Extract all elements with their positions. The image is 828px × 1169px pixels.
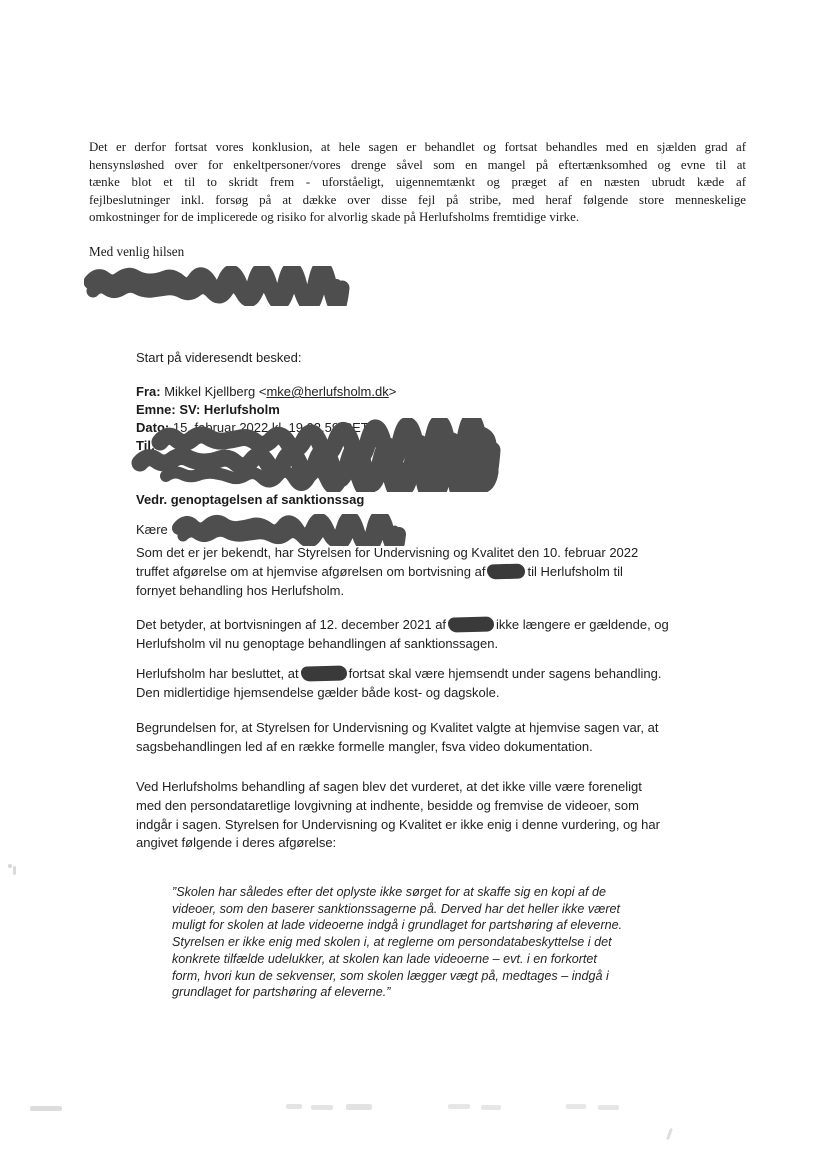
text-segment: Herlufsholm vil nu genoptage behandlingen af sanktionssagen. [136,635,499,651]
header-line: Dato: 15. februar 2022 kl. 19.02.59 CET [136,420,369,435]
text-segment: Begrundelsen for, at Styrelsen for Undervisning og Kvalitet valgte at hjemvise sagen var, at [136,720,659,735]
forwarded-intro: Start på videresendt besked: [136,350,302,365]
letter-text-line: hensynsløshed over for enkeltpersoner/vores drenge såvel som en mangel på eftertænksomhed og evne til at [89,157,746,172]
text-segment: med den persondataretlige lovgivning at indhente, besidde og fremvise de videoer, som [136,797,639,813]
text-line [136,834,660,853]
text-line [136,816,660,835]
text-segment: til Herlufsholm til [527,563,623,579]
salutation-name-redaction-scribble [171,514,419,546]
text-segment: angivet følgende i deres afgørelse: [136,835,337,851]
text-line [136,563,638,582]
text-line [136,582,638,601]
recipient-redaction-scribble [126,418,514,492]
text-segment: sagsbehandlingen led af en række formelle mangler, fsva video dokumentation. [136,738,593,754]
text-line [136,635,669,654]
text-line [136,778,660,797]
text-line [136,616,669,635]
email-paragraph [136,665,662,703]
email-paragraph [136,719,658,757]
quote-line: videoer, som den baserer sanktionssagerne på. Derved har det heller ikke været [172,901,621,916]
header-label: Til: [136,438,156,453]
text-segment: Som det er jer bekendt, har Styrelsen for Undervisning og Kvalitet den 10. februar 2022 [136,545,639,560]
email-address: mke@herlufsholm.dk [266,384,389,399]
email-subject-line: Vedr. genoptagelsen af sanktionssag [136,492,365,507]
scan-artifact [286,1104,302,1109]
text-segment: fornyet behandling hos Herlufsholm. [136,582,345,598]
header-label: Fra: [136,384,161,399]
text-segment: Den midlertidige hjemsendelse gælder både kost- og dagskole. [136,684,500,700]
scan-artifact [311,1105,333,1110]
header-value: SV: Herlufsholm [179,402,280,417]
text-segment: fortsat skal være hjemsendt under sagens behandling. [348,666,662,681]
letter-paragraph [89,139,746,227]
text-segment: truffet afgørelse om at hjemvise afgørelsen om bortvisning af [136,563,486,579]
signature-redaction-scribble [84,266,356,306]
closing-line: Med venlig hilsen [89,244,185,259]
text-segment: indgår i sagen. Styrelsen for Undervisning og Kvalitet er ikke enig i denne vurdering, og har [136,816,660,832]
text-segment: Herlufsholm har besluttet, at [136,666,299,681]
scan-artifact [346,1104,372,1110]
text-segment: ikke længere er gældende, og [496,617,669,632]
text-line [136,665,662,684]
header-line [136,401,396,419]
scan-artifact [8,864,12,868]
scan-artifact [30,1106,62,1111]
header-label: Emne: [136,402,176,417]
inline-redaction [300,665,346,681]
email-paragraph [136,544,638,600]
text-line [136,684,662,703]
scan-artifact [13,866,16,875]
email-paragraph [136,616,669,654]
letter-text-line: tænke blot et til to skridt frem - uforståeligt, uigennemtænkt og præget af en næsten ubrudt kæde af [89,175,746,190]
text-line [136,719,658,738]
scan-artifact [666,1128,673,1140]
scan-artifact [598,1105,619,1110]
text-segment: Det betyder, at bortvisningen af 12. december 2021 af [136,617,447,632]
letter-text-line: Det er derfor fortsat vores konklusion, at hele sagen er behandlet og fortsat behandles med en sjælden grad af [89,140,746,154]
email-paragraph [136,778,660,853]
salutation-line: Kære [136,522,168,537]
quote-line: form, hvori kun de sekvenser, som skolen lægger vægt på, medtages – indgå i [172,968,609,983]
text-line [136,544,638,563]
text-line [136,738,658,757]
letter-text-line: omkostninger for de implicerede og risiko for alvorlig skade på Herlufsholms fremtidige virke. [89,210,580,225]
text-segment: Ved Herlufsholms behandling af sagen blev det vurderet, at det ikke ville være foreneligt [136,779,642,794]
inline-redaction [487,563,525,579]
quote-line: muligt for skolen at lade videoerne indgå i grundlaget for partshøring af eleverne. [172,918,623,933]
header-line: Fra: Mikkel Kjellberg <mke@herlufsholm.dk> [136,384,397,399]
letter-text-line: fejlbeslutninger inkl. forsøg på at dække over disse fejl på stribe, med heraf følgende store menneskelige [89,192,746,207]
quote-line: Styrelsen er ikke enig med skolen i, at reglerne om persondatabeskyttelse i det [172,935,612,950]
inline-redaction [448,616,494,632]
quote-line: konkrete tilfælde udelukker, at skolen kan lade videoerne – evt. i en forkortet [172,951,597,966]
quote-line: grundlaget for partshøring af eleverne.” [172,985,391,1000]
quote-line: ”Skolen har således efter det oplyste ikke sørget for at skaffe sig en kopi af de [172,885,607,899]
text-line [136,797,660,816]
scan-artifact [448,1104,470,1109]
header-label: Dato: [136,420,170,435]
quote-block [172,884,684,1001]
scan-artifact [481,1105,501,1110]
scan-artifact [566,1104,586,1109]
